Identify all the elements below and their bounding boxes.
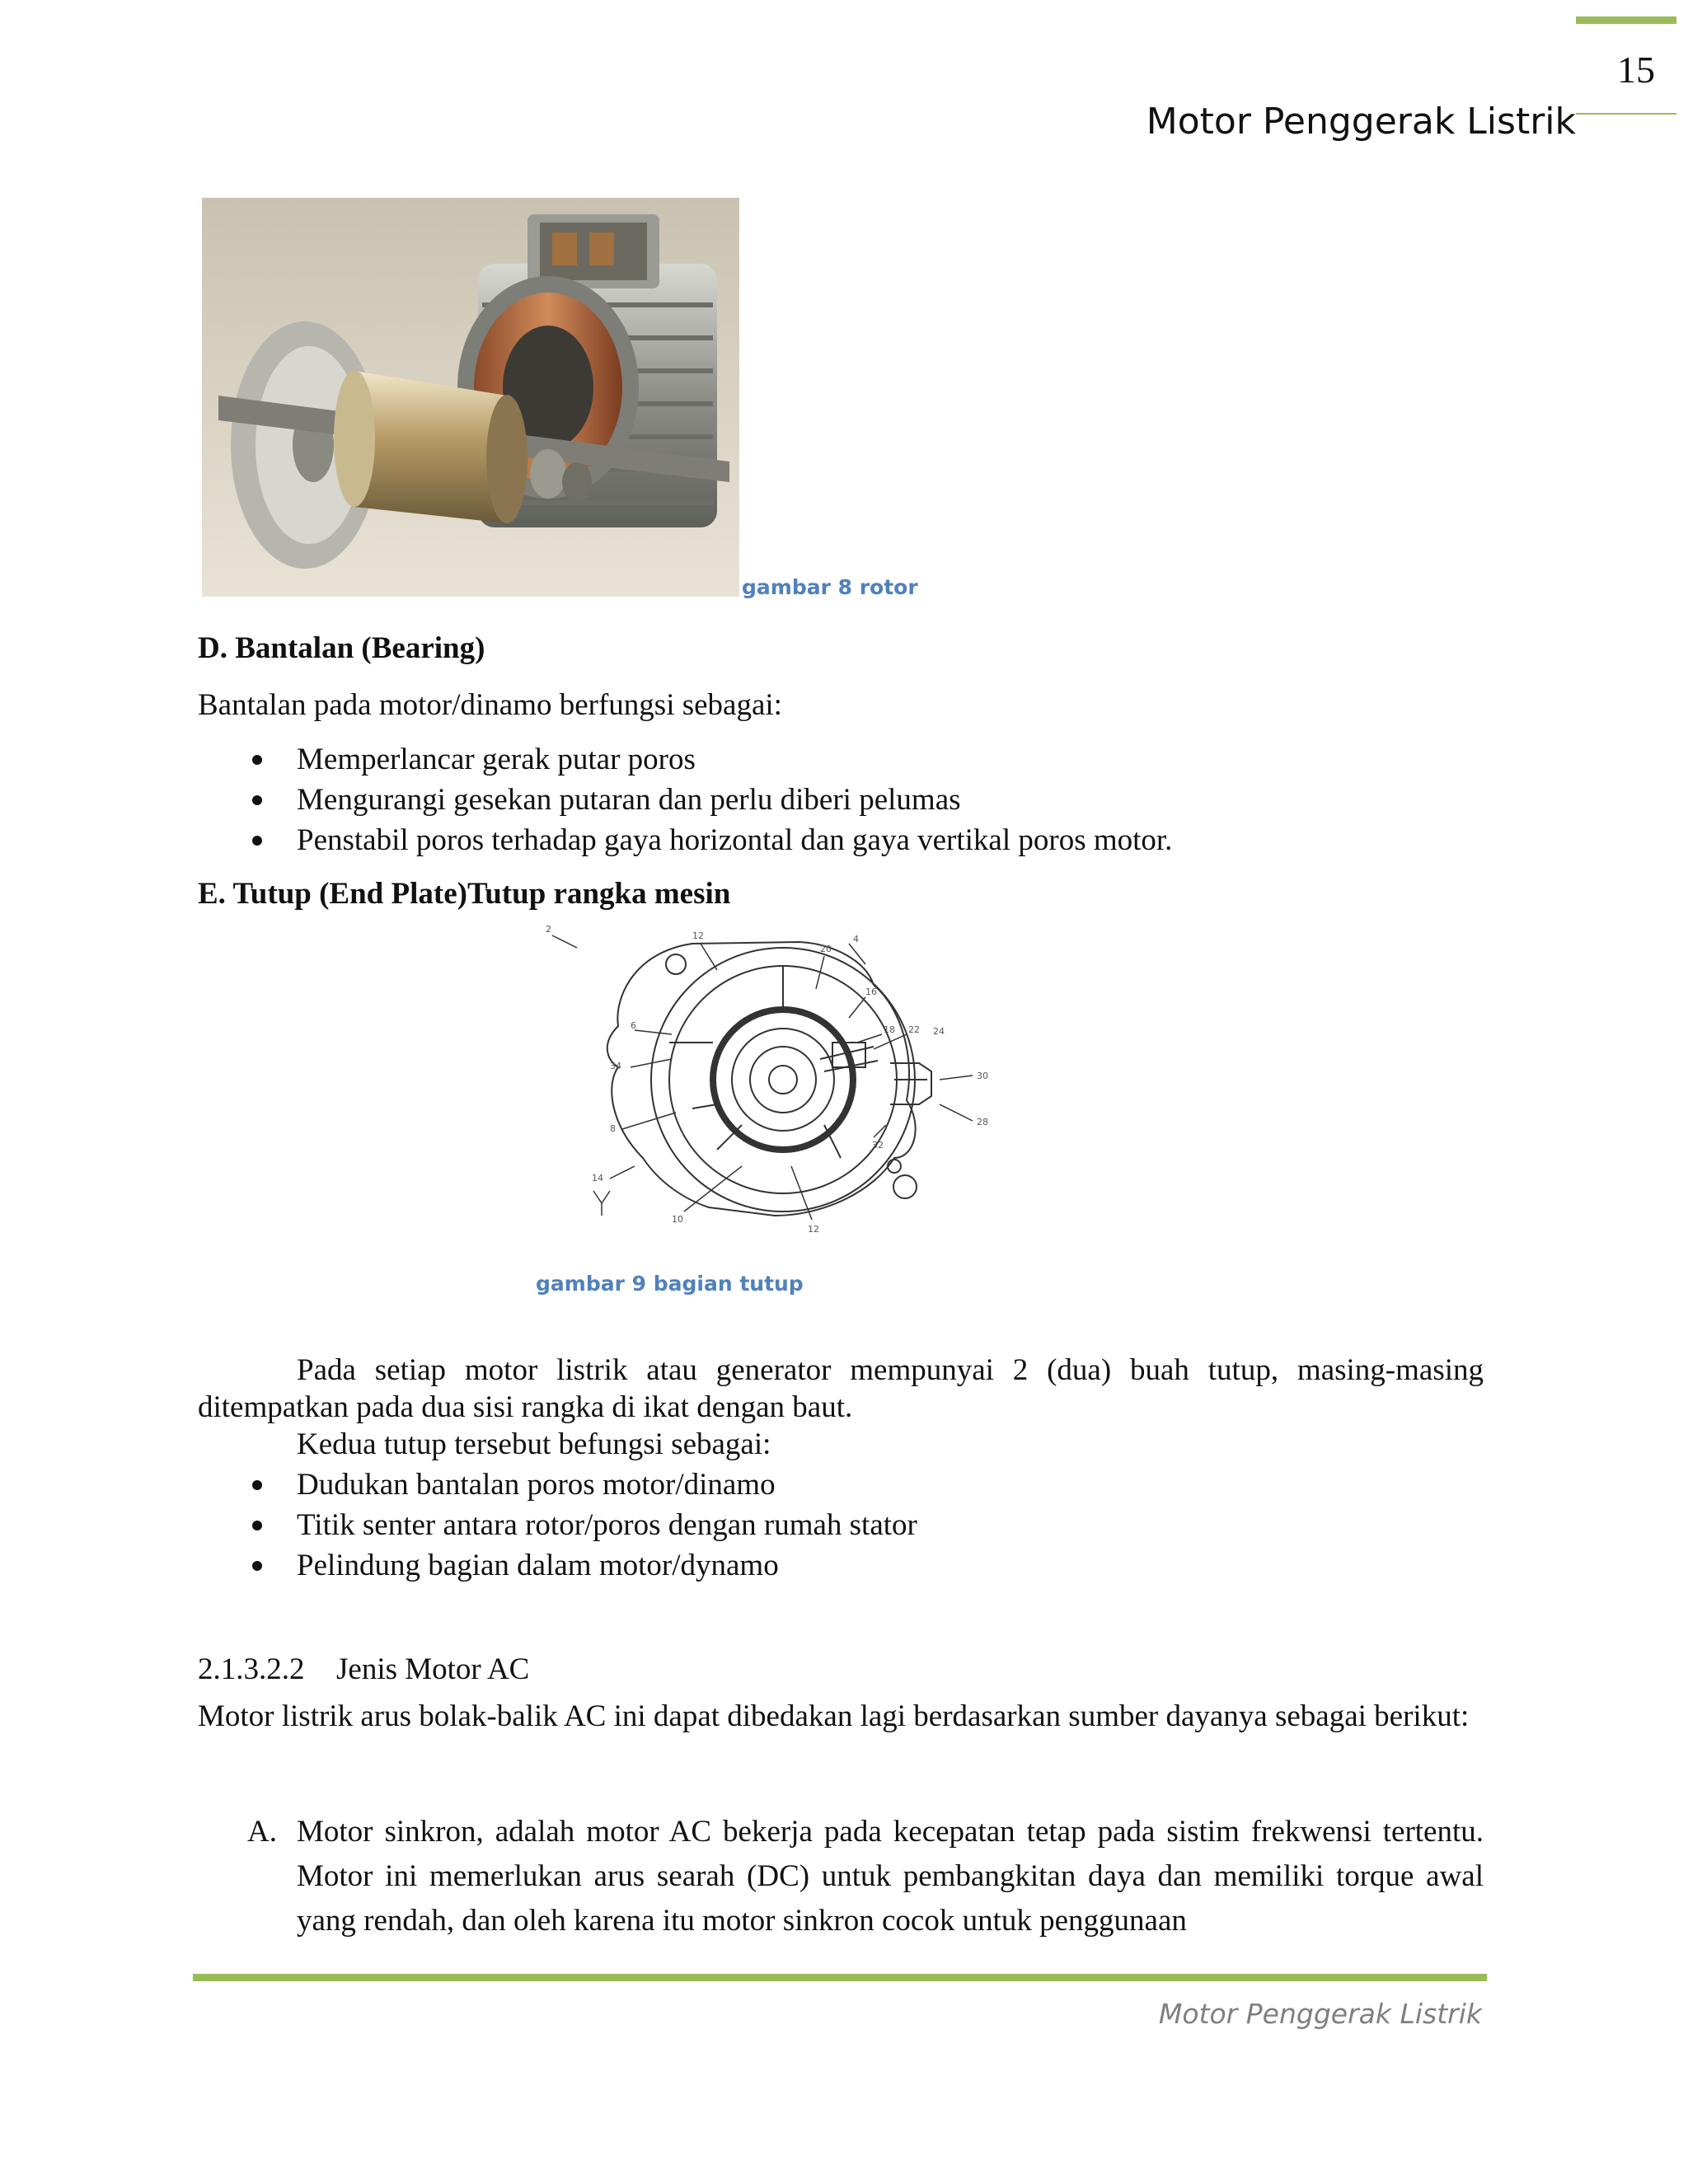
figure-8-caption: gambar 8 rotor <box>742 575 918 599</box>
end-plate-function-list <box>247 1465 917 1586</box>
end-plate-paragraph: Pada setiap motor listrik atau generator mempunyai 2 (dua) buah tutup, masing-masing ditempatkan pada dua sisi rangka di ikat dengan baut. <box>198 1353 1484 1424</box>
header-accent-bar <box>1576 16 1676 24</box>
list-item: Titik senter antara rotor/poros dengan rumah stator <box>247 1505 917 1545</box>
diagram-label: 22 <box>908 1024 920 1035</box>
list-marker-a: A. <box>247 1815 277 1849</box>
diagram-label: 12 <box>808 1224 819 1235</box>
header-rule <box>1576 113 1676 115</box>
section-title: Jenis Motor AC <box>336 1652 530 1686</box>
list-item: Penstabil poros terhadap gaya horizontal dan gaya vertikal poros motor. <box>247 820 1172 860</box>
diagram-label: 6 <box>631 1020 636 1031</box>
page-number: 15 <box>1617 49 1655 91</box>
figure-9-caption: gambar 9 bagian tutup <box>536 1272 804 1296</box>
bearing-function-list <box>247 739 1172 860</box>
list-item: Mengurangi gesekan putaran dan perlu diberi pelumas <box>247 780 1172 820</box>
diagram-label: 32 <box>872 1140 884 1151</box>
diagram-label: 34 <box>610 1061 621 1071</box>
diagram-label: 4 <box>853 934 859 944</box>
rotor-photo <box>202 198 739 597</box>
diagram-label: 24 <box>933 1026 945 1037</box>
diagram-label: 14 <box>592 1173 603 1183</box>
ac-motor-intro: Motor listrik arus bolak-balik AC ini dapat dibedakan lagi berdasarkan sumber dayanya sebagai berikut: <box>198 1699 1470 1733</box>
footer-accent-bar <box>193 1974 1487 1981</box>
synchronous-motor-item: Motor sinkron, adalah motor AC bekerja pada kecepatan tetap pada sistim frekwensi tertentu. Motor ini memerlukan arus searah (DC) untuk pembangkitan daya dan memiliki torque awal yang rendah, dan oleh karena itu motor sinkron cocok untuk penggunaan <box>297 1815 1484 1938</box>
diagram-label: 16 <box>865 987 877 997</box>
section-d-heading: D. Bantalan (Bearing) <box>198 631 485 665</box>
header-title: Motor Penggerak Listrik <box>1146 101 1576 143</box>
end-plate-diagram <box>528 919 1039 1249</box>
diagram-label: 10 <box>672 1214 683 1225</box>
diagram-label: 18 <box>884 1024 895 1035</box>
end-plate-function-intro: Kedua tutup tersebut befungsi sebagai: <box>297 1427 771 1461</box>
diagram-label: 12 <box>692 930 704 941</box>
footer-title: Motor Penggerak Listrik <box>1158 1998 1482 2030</box>
diagram-label: 20 <box>820 944 832 954</box>
section-d-intro: Bantalan pada motor/dinamo berfungsi sebagai: <box>198 688 782 722</box>
list-item: Memperlancar gerak putar poros <box>247 739 1172 780</box>
list-item: Pelindung bagian dalam motor/dynamo <box>247 1545 917 1586</box>
diagram-label: 8 <box>610 1123 616 1134</box>
diagram-label: 30 <box>977 1071 988 1081</box>
diagram-label: 28 <box>977 1117 988 1127</box>
list-item: Dudukan bantalan poros motor/dinamo <box>247 1465 917 1505</box>
section-e-heading: E. Tutup (End Plate)Tutup rangka mesin <box>198 877 731 911</box>
diagram-label: 2 <box>546 924 551 935</box>
section-number: 2.1.3.2.2 <box>198 1652 305 1686</box>
